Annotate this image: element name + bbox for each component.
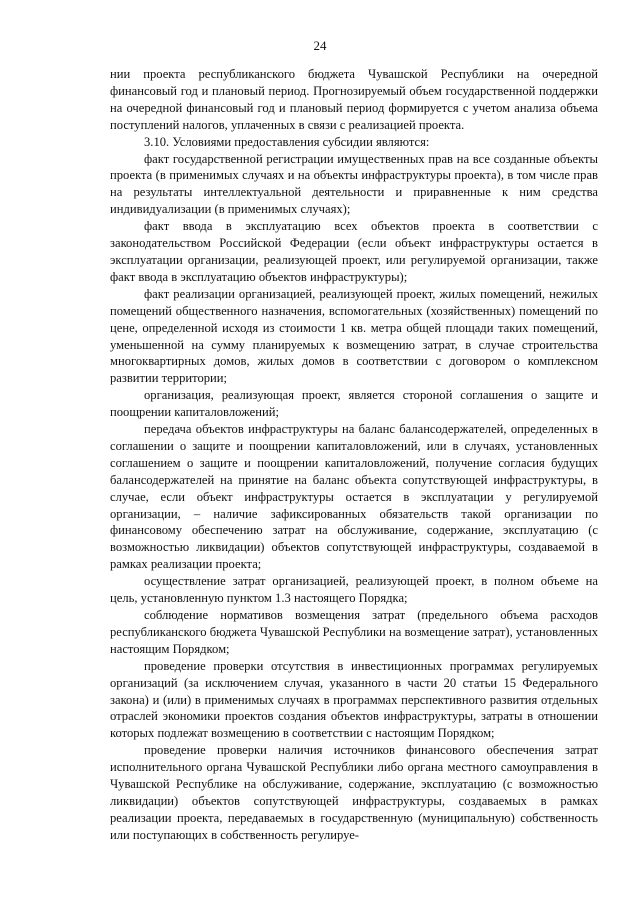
paragraph-condition-costs: осуществление затрат организацией, реализующей проект, в полном объеме на цель, установленную пунктом 1.3 настоящего Порядка; — [110, 574, 598, 606]
paragraph-section-3-10: 3.10. Условиями предоставления субсидии являются: — [144, 134, 430, 149]
page-number: 24 — [313, 38, 327, 53]
paragraph-condition-investment-check: проведение проверки отсутствия в инвестиционных программах регулируемых организаций (за исключением случая, указанного в части 20 статьи 15 Федерального закона) и (или) в применимых случаях в программах перспективного развития отдельных отраслей экономики проектов создания объектов инфраструктуры, затраты в отношении которых подлежат возмещению в соответствии с настоящим Порядком; — [110, 658, 598, 741]
paragraph-condition-commissioning: факт ввода в эксплуатацию всех объектов проекта в соответствии с законодательством Российской Федерации (если объект инфраструктуры остается в эксплуатации организации, реализующей проект, или регулируемой организации, также факт ввода в эксплуатацию объектов инфраструктуры); — [110, 219, 598, 284]
paragraph-condition-agreement-party: организация, реализующая проект, является стороной соглашения о защите и поощрении капиталовложений; — [110, 388, 598, 420]
document-body — [110, 66, 598, 844]
paragraph-condition-transfer: передача объектов инфраструктуры на баланс балансодержателей, определенных в соглашении о защите и поощрении капиталовложений, или в случаях, установленных соглашением о защите и поощрении капиталовложений, получение согласия будущих балансодержателей на принятие на баланс объекта сопутствующей инфраструктуры, в случае, если объект инфраструктуры остается в эксплуатации у регулируемой организации, – наличие зафиксированных обязательств такой организации по финансовому обеспечению затрат на обслуживание, содержание, эксплуатацию (с возможностью ликвидации) объектов сопутствующей инфраструктуры, создаваемой в рамках реализации проекта; — [110, 422, 598, 572]
paragraph-condition-registration: факт государственной регистрации имущественных прав на все созданные объекты проекта (в применимых случаях и на объекты инфраструктуры проекта), в том числе прав на результаты интеллектуальной деятельности и приравненные к ним средства индивидуализации (в применимых случаях); — [110, 151, 598, 217]
paragraph-condition-funding-check: проведение проверки наличия источников финансового обеспечения затрат исполнительного органа Чувашской Республики либо органа местного самоуправления в Чувашской Республике на обслуживание, содержание, эксплуатацию (с возможностью ликвидации) объектов сопутствующей инфраструктуры, создаваемых в рамках реализации проекта, передаваемых в государственную (муниципальную) собственность или поступающих в собственность регулируе- — [110, 743, 598, 842]
paragraph-condition-sale: факт реализации организацией, реализующей проект, жилых помещений, нежилых помещений общественного назначения, вспомогательных (хозяйственных) помещений по цене, определенной исходя из стоимости 1 кв. метра общей площади таких помещений, уменьшенной на сумму планируемых к возмещению затрат, в случае строительства многоквартирных домов, жилых домов в соответствии с договором о комплексном развитии территории; — [110, 286, 598, 386]
paragraph-condition-norms: соблюдение нормативов возмещения затрат (предельного объема расходов республиканского бюджета Чувашской Республики на возмещение затрат), установленных настоящим Порядком; — [110, 608, 598, 656]
paragraph-continuation: нии проекта республиканского бюджета Чувашской Республики на очередной финансовый год и плановый период. Прогнозируемый объем государственной поддержки на очередной финансовый год и плановый период формируется с учетом анализа объема поступлений налогов, уплаченных в связи с реализацией проекта. — [110, 67, 598, 132]
